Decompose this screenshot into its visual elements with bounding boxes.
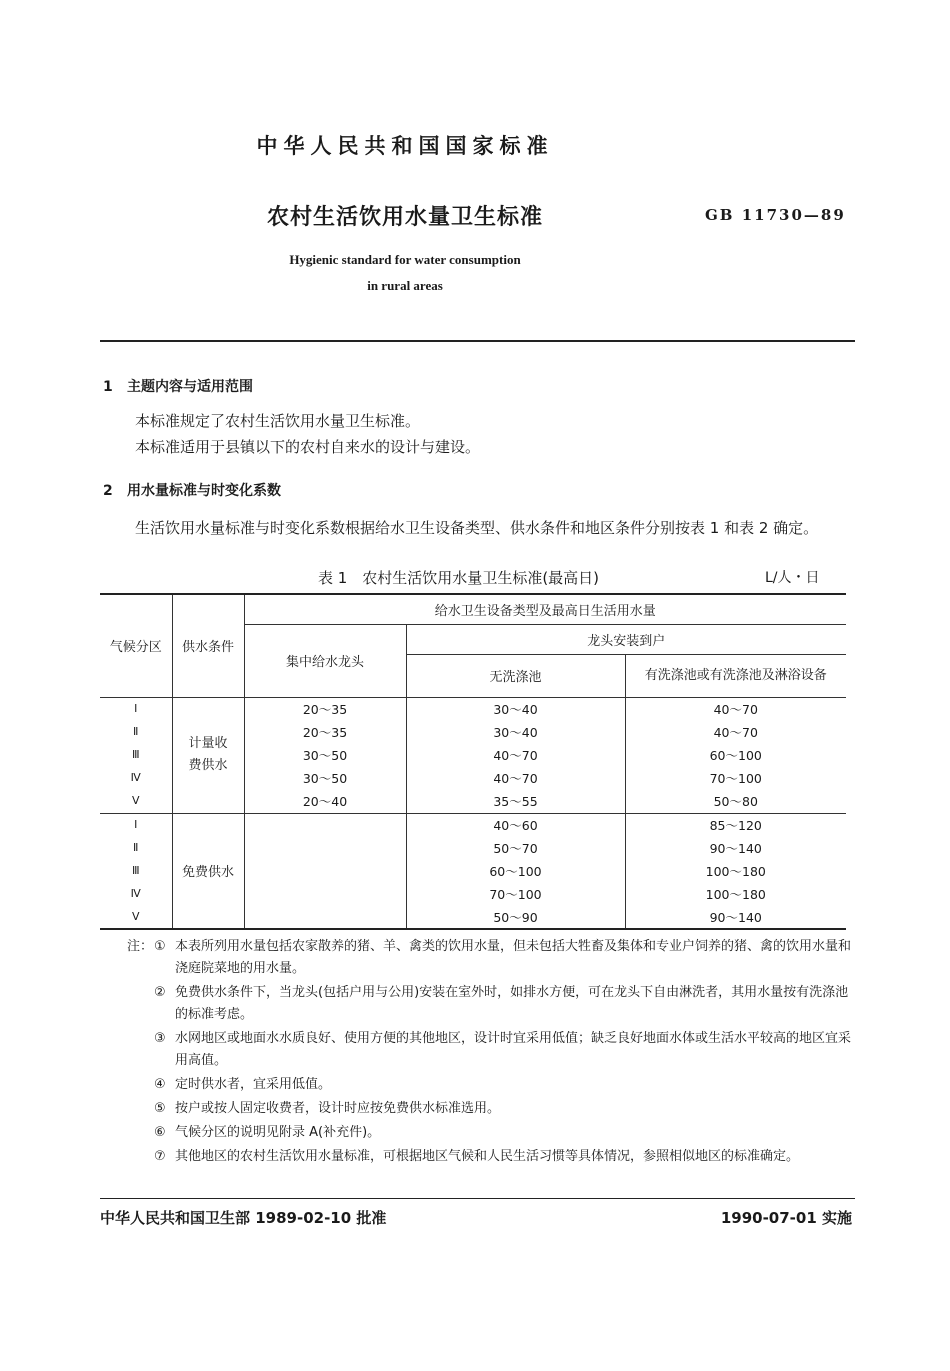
with-sink-value: 85～120 (625, 813, 846, 836)
zone-cell: Ⅴ (100, 905, 172, 929)
no-sink-value: 35～55 (406, 789, 625, 813)
note-item (127, 982, 857, 1026)
zone-cell: Ⅳ (130, 771, 141, 784)
header-no-sink: 无洗涤池 (406, 654, 625, 697)
with-sink-value: 40～70 (625, 697, 846, 720)
header-central-tap: 集中给水龙头 (244, 624, 406, 697)
english-title-line-1: Hygienic standard for water consumption (289, 252, 521, 267)
note-item (127, 936, 857, 980)
zone-cell: Ⅱ (133, 725, 139, 738)
approval-line: 中华人民共和国卫生部 1989-02-10 批准 (100, 1209, 387, 1227)
zone-cell: Ⅰ (100, 697, 172, 720)
section-2-heading (103, 480, 281, 500)
note-text: 本表所列用水量包括农家散养的猪、羊、禽类的饮用水量，但未包括大牲畜及集体和专业户饲养的猪、禽的饮用水量和浇庭院菜地的用水量。 (175, 939, 852, 976)
supply-condition-free: 免费供水 (172, 813, 244, 929)
note-item (127, 1122, 857, 1144)
note-number: ② (154, 985, 166, 1000)
table-1 (100, 593, 846, 930)
english-title-line-2: in rural areas (367, 278, 443, 293)
central-tap-value: 20～35 (244, 697, 406, 720)
header-with-sink: 有洗涤池或有洗涤池及淋浴设备 (625, 654, 846, 697)
section-2-paragraph: 生活饮用水量标准与时变化系数根据给水卫生设备类型、供水条件和地区条件分别按表 1 和表 2 确定。 (135, 519, 819, 537)
supply-condition-metered: 计量收费供水 (172, 697, 244, 813)
section-2-number: 2 (103, 483, 113, 499)
with-sink-value: 100～180 (625, 859, 846, 882)
note-number: ⑥ (154, 1125, 166, 1140)
note-text: 气候分区的说明见附录 A(补充件)。 (175, 1125, 381, 1140)
central-tap-value: 20～35 (244, 720, 406, 743)
section-1-number: 1 (103, 379, 113, 395)
with-sink-value: 70～100 (625, 766, 846, 789)
with-sink-value: 50～80 (625, 789, 846, 813)
with-sink-value: 60～100 (625, 743, 846, 766)
central-tap-value: 20～40 (244, 789, 406, 813)
no-sink-value: 60～100 (406, 859, 625, 882)
no-sink-value: 50～70 (406, 836, 625, 859)
no-sink-value: 40～70 (406, 743, 625, 766)
note-text: 免费供水条件下，当龙头(包括户用与公用)安装在室外时，如排水方便，可在龙头下自由淋洗者，其用水量按有洗涤池的标准考虑。 (175, 985, 849, 1022)
header-divider (100, 340, 855, 342)
table-notes (127, 936, 857, 1170)
with-sink-value: 40～70 (625, 720, 846, 743)
note-text: 其他地区的农村生活饮用水量标准，可根据地区气候和人民生活习惯等具体情况，参照相似地区的标准确定。 (175, 1149, 800, 1164)
header-equipment-group: 给水卫生设备类型及最高日生活用水量 (244, 594, 846, 624)
header-supply-condition: 供水条件 (172, 594, 244, 697)
no-sink-value: 70～100 (406, 882, 625, 905)
table-1-unit: L/人・日 (765, 570, 820, 586)
note-item (127, 1028, 857, 1072)
note-number: ④ (154, 1077, 166, 1092)
standard-code: GB 11730—89 (705, 206, 846, 224)
section-1-paragraph-1: 本标准规定了农村生活饮用水量卫生标准。 (135, 412, 421, 430)
effective-date: 1990-07-01 实施 (720, 1209, 852, 1227)
header-tap-to-home: 龙头安装到户 (406, 624, 846, 654)
table-row (100, 697, 846, 720)
note-text: 按户或按人固定收费者，设计时应按免费供水标准选用。 (175, 1101, 501, 1116)
zone-cell: Ⅱ (133, 841, 139, 854)
header-climate-zone: 气候分区 (100, 594, 172, 697)
no-sink-value: 50～90 (406, 905, 625, 929)
table-row (100, 813, 846, 836)
note-number: ① (154, 939, 166, 954)
zone-cell: Ⅴ (131, 794, 140, 808)
section-2-title: 用水量标准与时变化系数 (127, 483, 281, 499)
note-item (127, 1098, 857, 1120)
with-sink-value: 90～140 (625, 836, 846, 859)
no-sink-value: 40～70 (406, 766, 625, 789)
no-sink-value: 30～40 (406, 720, 625, 743)
note-text: 定时供水者，宜采用低值。 (175, 1077, 332, 1092)
note-text: 水网地区或地面水水质良好、使用方便的其他地区，设计时宜采用低值；缺乏良好地面水体或生活水平较高的地区宜采用高值。 (175, 1031, 852, 1068)
zone-cell: Ⅳ (130, 887, 141, 900)
document-title: 农村生活饮用水量卫生标准 (266, 205, 543, 230)
notes-prefix: 注： (127, 939, 154, 954)
no-sink-value: 40～60 (406, 813, 625, 836)
section-1-heading (103, 376, 253, 396)
zone-cell: Ⅲ (131, 748, 140, 761)
national-standard-heading: 中华人民共和国国家标准 (256, 134, 554, 158)
table-1-caption: 表 1 农村生活饮用水量卫生标准(最高日) (318, 569, 600, 587)
note-item (127, 1074, 857, 1096)
note-item (127, 1146, 857, 1168)
note-number: ⑤ (154, 1101, 166, 1116)
note-number: ③ (154, 1031, 166, 1046)
section-1-paragraph-2: 本标准适用于县镇以下的农村自来水的设计与建设。 (135, 438, 481, 456)
with-sink-value: 90～140 (625, 905, 846, 929)
zone-cell: Ⅲ (131, 864, 140, 877)
with-sink-value: 100～180 (625, 882, 846, 905)
section-1-title: 主题内容与适用范围 (127, 379, 253, 395)
central-tap-value: 30～50 (244, 743, 406, 766)
zone-cell: Ⅰ (100, 813, 172, 836)
footer-divider (100, 1198, 855, 1199)
central-tap-value-empty (244, 813, 406, 929)
central-tap-value: 30～50 (244, 766, 406, 789)
note-number: ⑦ (154, 1149, 166, 1164)
no-sink-value: 30～40 (406, 697, 625, 720)
